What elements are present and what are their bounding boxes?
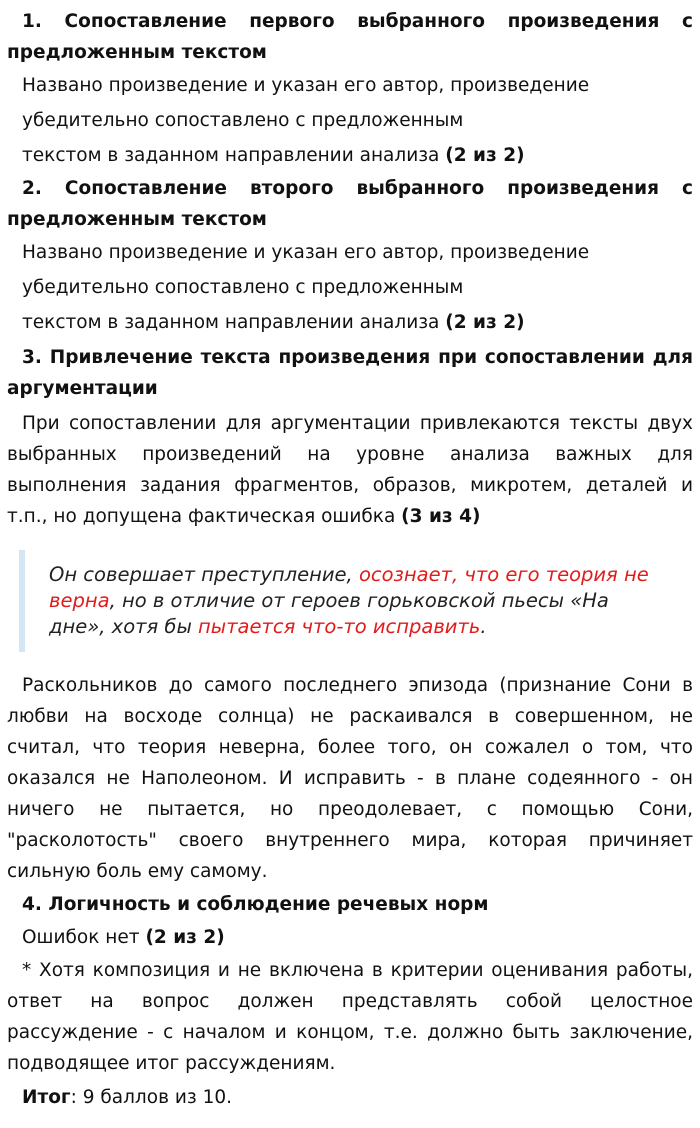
criterion-1-line-2: убедительно сопоставлено с предложенным [22, 110, 464, 131]
criterion-1-line-3-text: текстом в заданном направлении анализа [22, 145, 446, 166]
criterion-4-body: Ошибок нет [22, 927, 146, 948]
quote-part-1: Он совершает преступление, [49, 563, 359, 586]
reviewer-comment: Раскольников до самого последнего эпизода (признание Сони в любви на восходе солнца) не раскаивался в совершенном, не считал, что теория неверна, более того, он сожалел о том, что оказался не Наполеоном. И исправить - в плане содеянного - он ничего не пытается, но преодолевает, с помощью Сони, "расколотость" своего внутреннего мира, которая причиняет сильную боль ему самому. [7, 675, 693, 882]
criterion-2-line-3 [7, 305, 693, 340]
criterion-3-body: При сопоставлении для аргументации привлекаются тексты двух выбранных произведений на уровне анализа важных для выполнения задания фрагментов, образов, микротем, деталей и т.п., но допущена фактическая ошибка [7, 413, 693, 527]
total-value: : 9 баллов из 10. [70, 1087, 233, 1108]
criterion-1-score: (2 из 2) [445, 145, 525, 166]
criterion-2-line-1: Названо произведение и указан его автор, произведение [22, 242, 590, 263]
quote-part-3: . [480, 615, 487, 638]
composition-note: * Хотя композиция и не включена в критерии оценивания работы, ответ на вопрос должен представлять собой целостное рассуждение - с началом и концом, т.е. должно быть заключение, подводящее итог рассуждениям. [7, 960, 693, 1074]
criterion-4-text [7, 920, 693, 955]
student-quote [19, 550, 693, 652]
quote-part-2: , но в отличие от героев горьковской пьесы «На дне», хотя бы [49, 589, 609, 638]
criterion-1-title: 1. Сопоставление первого выбранного произведения с предложенным текстом [7, 11, 693, 63]
criterion-1-line-1: Названо произведение и указан его автор, произведение [22, 75, 590, 96]
total-label: Итог [22, 1087, 71, 1108]
grading-document [0, 6, 700, 1113]
criterion-2-line-2: убедительно сопоставлено с предложенным [22, 277, 464, 298]
criterion-1-line-3 [7, 138, 693, 173]
criterion-4-score: (2 из 2) [145, 927, 225, 948]
quote-error-2: пытается что-то исправить [198, 615, 481, 638]
criterion-3-title: 3. Привлечение текста произведения при сопоставлении для аргументации [7, 347, 693, 399]
quote-error-1: осознает, что его теория не верна [49, 563, 649, 612]
criterion-4-title: 4. Логичность и соблюдение речевых норм [22, 894, 489, 915]
criterion-2-line-3-text: текстом в заданном направлении анализа [22, 312, 446, 333]
criterion-2-score: (2 из 2) [445, 312, 525, 333]
criterion-3-score: (3 из 4) [401, 506, 481, 527]
criterion-3-text [7, 408, 693, 532]
criterion-2-title: 2. Сопоставление второго выбранного произведения с предложенным текстом [7, 178, 693, 230]
total-line [7, 1082, 693, 1113]
